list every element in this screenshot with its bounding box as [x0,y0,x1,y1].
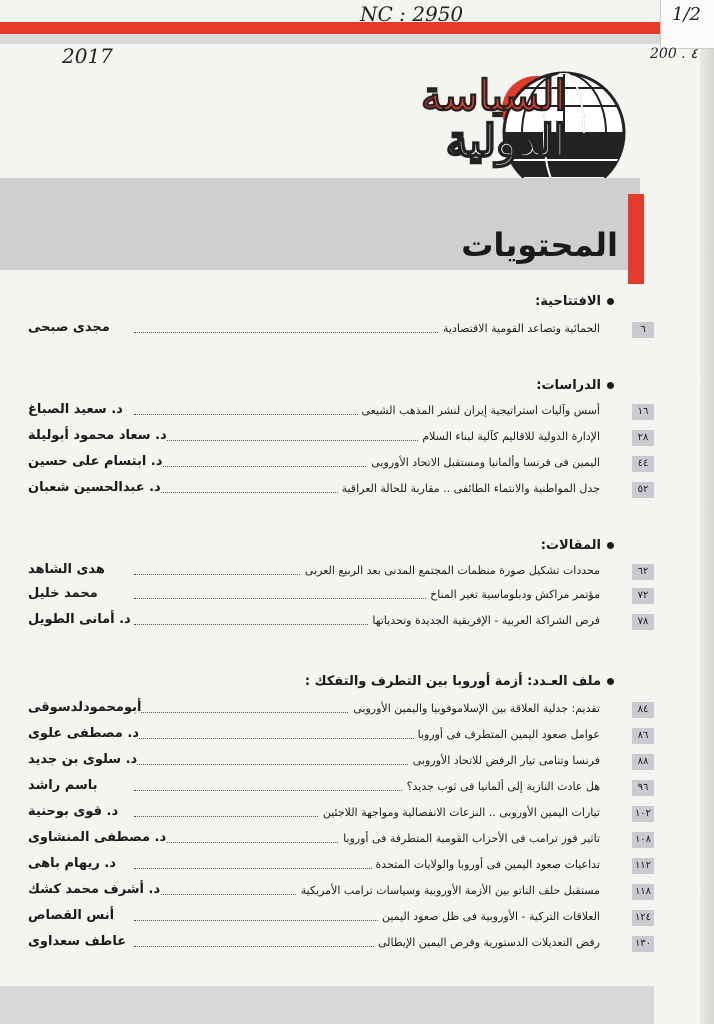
section-heading-text: الدراسات: [536,378,601,393]
toc-entry[interactable] [24,934,652,954]
entry-author: د. عبدالحسين شعبان [24,480,161,495]
page-number: ١٢٤ [632,910,654,926]
toc-entry[interactable] [24,612,649,632]
toc-entry[interactable] [24,856,652,876]
entry-title: هل عادت النازية إلى ألمانيا فى ثوب جديد؟ [403,780,600,793]
handwritten-code: 200 . ٤ [650,46,698,62]
entry-title: تاثير فوز ترامب فى الأحزاب القومية المتطرفة فى أوروبا [339,832,600,845]
bottom-grey-bar [0,986,654,1024]
section-heading [541,538,614,553]
entry-title: محددات تشكيل صورة منظمات المجتمع المدنى بعد الربيع العربى [301,564,600,577]
entry-title: رفض التعديلات الدستورية وفرص اليمين الإيطالى [374,936,600,949]
page-number: ١٦ [632,404,654,420]
toc-entry[interactable] [24,882,652,902]
page-number: ٥٢ [632,482,654,498]
entry-title: الحمائية وتصاعد القومية الاقتصادية [439,322,600,335]
logo-line-1: السياسة [420,71,566,120]
page-number: ٦ [632,322,654,338]
entry-title: عوامل صعود اليمين المتطرف فى أوروبا [414,728,600,741]
entry-author: د. ابتسام على حسين [24,454,162,469]
bullet-icon [607,382,614,389]
page-number: ٨٤ [632,702,654,718]
entry-author: د. مصطفى علوى [24,726,139,741]
entry-title: مستقبل حلف الناتو بين الأزمة الأوروبية وسياسات ترامب الأمريكية [297,884,600,897]
entry-title: فرنسا وتنامى تيار الرفض للاتحاد الأوروبى [409,754,600,767]
page-number: ٤٤ [632,456,654,472]
entry-author: د. أشرف محمد كشك [24,882,160,897]
contents-title: المحتويات [461,226,618,264]
section-heading-text: ملف العـدد: أزمة أوروبا بين التطرف والتفكك : [304,674,601,689]
page-number: ١١٨ [632,884,654,900]
bullet-icon [607,298,614,305]
page-number: ٧٨ [632,614,654,630]
entry-title: الإدارة الدولية للاقاليم كآلية لبناء السلام [418,430,600,443]
entry-title: أسس وآليات استراتيجية إيران لنشر المذهب الشيعى [358,404,600,417]
top-grey-stripe [0,34,660,44]
entry-author: مجدى صبحى [24,320,110,335]
magazine-logo [376,71,566,167]
entry-author: أبومحمودلدسوقى [24,700,141,715]
toc-entry[interactable] [24,562,649,582]
entry-author: د. قوى بوحنية [24,804,118,819]
page-number: ١٠٨ [632,832,654,848]
toc-entry[interactable] [24,726,649,746]
entry-author: د. ريهام باهى [24,856,116,871]
page-number: ٨٦ [632,728,654,744]
entry-title: فرص الشراكة العربية - الإفريقية الجديدة وتحدياتها [368,614,600,627]
toc-entry[interactable] [24,830,652,850]
toc-entry[interactable] [24,586,649,606]
entry-title: جدل المواطنية والانتماء الطائفى .. مقاربة للحالة العراقية [338,482,600,495]
page-number: ٦٢ [632,564,654,580]
entry-author: د. سعيد الصباغ [24,402,123,417]
page-number: ١٣٠ [632,936,654,952]
toc-entry[interactable] [24,320,644,340]
toc-entry[interactable] [24,778,649,798]
entry-title: تيارات اليمين الأوروبى .. النزعات الانفصالية ومواجهة اللاجئين [319,806,600,819]
page-number: ٧٢ [632,588,654,604]
entry-author: د. سلوى بن جديد [24,752,137,767]
entry-author: باسم راشد [24,778,98,793]
section-heading [536,378,614,393]
entry-author: د. أمانى الطويل [24,612,131,627]
handwritten-year: 2017 [62,44,113,68]
entry-title: مؤتمر مراكش ودبلوماسية تغير المناخ [426,588,600,601]
page-number: ٨٨ [632,754,654,770]
section-heading-text: الافتتاحية: [535,294,601,309]
entry-title: العلاقات التركية - الأوروبية فى ظل صعود اليمين [378,910,600,923]
entry-title: اليمين فى فرنسا وألمانيا ومستقبل الاتحاد الأوروبى [367,456,600,469]
entry-author: د. مصطفى المنشاوى [24,830,166,845]
section-heading-text: المقالات: [540,538,601,553]
toc-entry[interactable] [24,752,649,772]
entry-title: تداعيات صعود اليمين فى أوروبا والولايات المتحدة [372,858,600,871]
toc-entry[interactable] [24,428,649,448]
entry-title: تقديم: جدلية العلاقة بين الإسلاموفوبيا واليمين الأوروبى [349,702,600,715]
section-heading [535,294,614,309]
title-band-accent [628,194,644,284]
entry-author: هدى الشاهد [24,562,105,577]
bullet-icon [607,678,614,685]
page-number: ١٠٢ [632,806,654,822]
toc-entry[interactable] [24,804,652,824]
handwritten-catalog-number: NC : 2950 [360,2,464,26]
entry-author: محمد خليل [24,586,98,601]
section-heading [305,674,614,689]
toc-entry[interactable] [24,454,649,474]
entry-author: أنس القصاص [24,908,114,923]
logo-line-2: الدولية [445,116,566,167]
handwritten-page-ref: 1/2 [672,4,701,25]
bullet-icon [607,542,614,549]
page-number: ٩٦ [632,780,654,796]
toc-entry[interactable] [24,908,652,928]
toc-entry[interactable] [24,480,649,500]
toc-entry[interactable] [24,402,649,422]
entry-author: د. سعاد محمود أبوليلة [24,428,167,443]
top-red-stripe [0,22,660,34]
page-edge-shadow [700,0,714,1024]
toc-entry[interactable] [24,700,649,720]
page-number: ٢٨ [632,430,654,446]
entry-author: عاطف سعداوى [24,934,126,949]
page-number: ١١٢ [632,858,654,874]
